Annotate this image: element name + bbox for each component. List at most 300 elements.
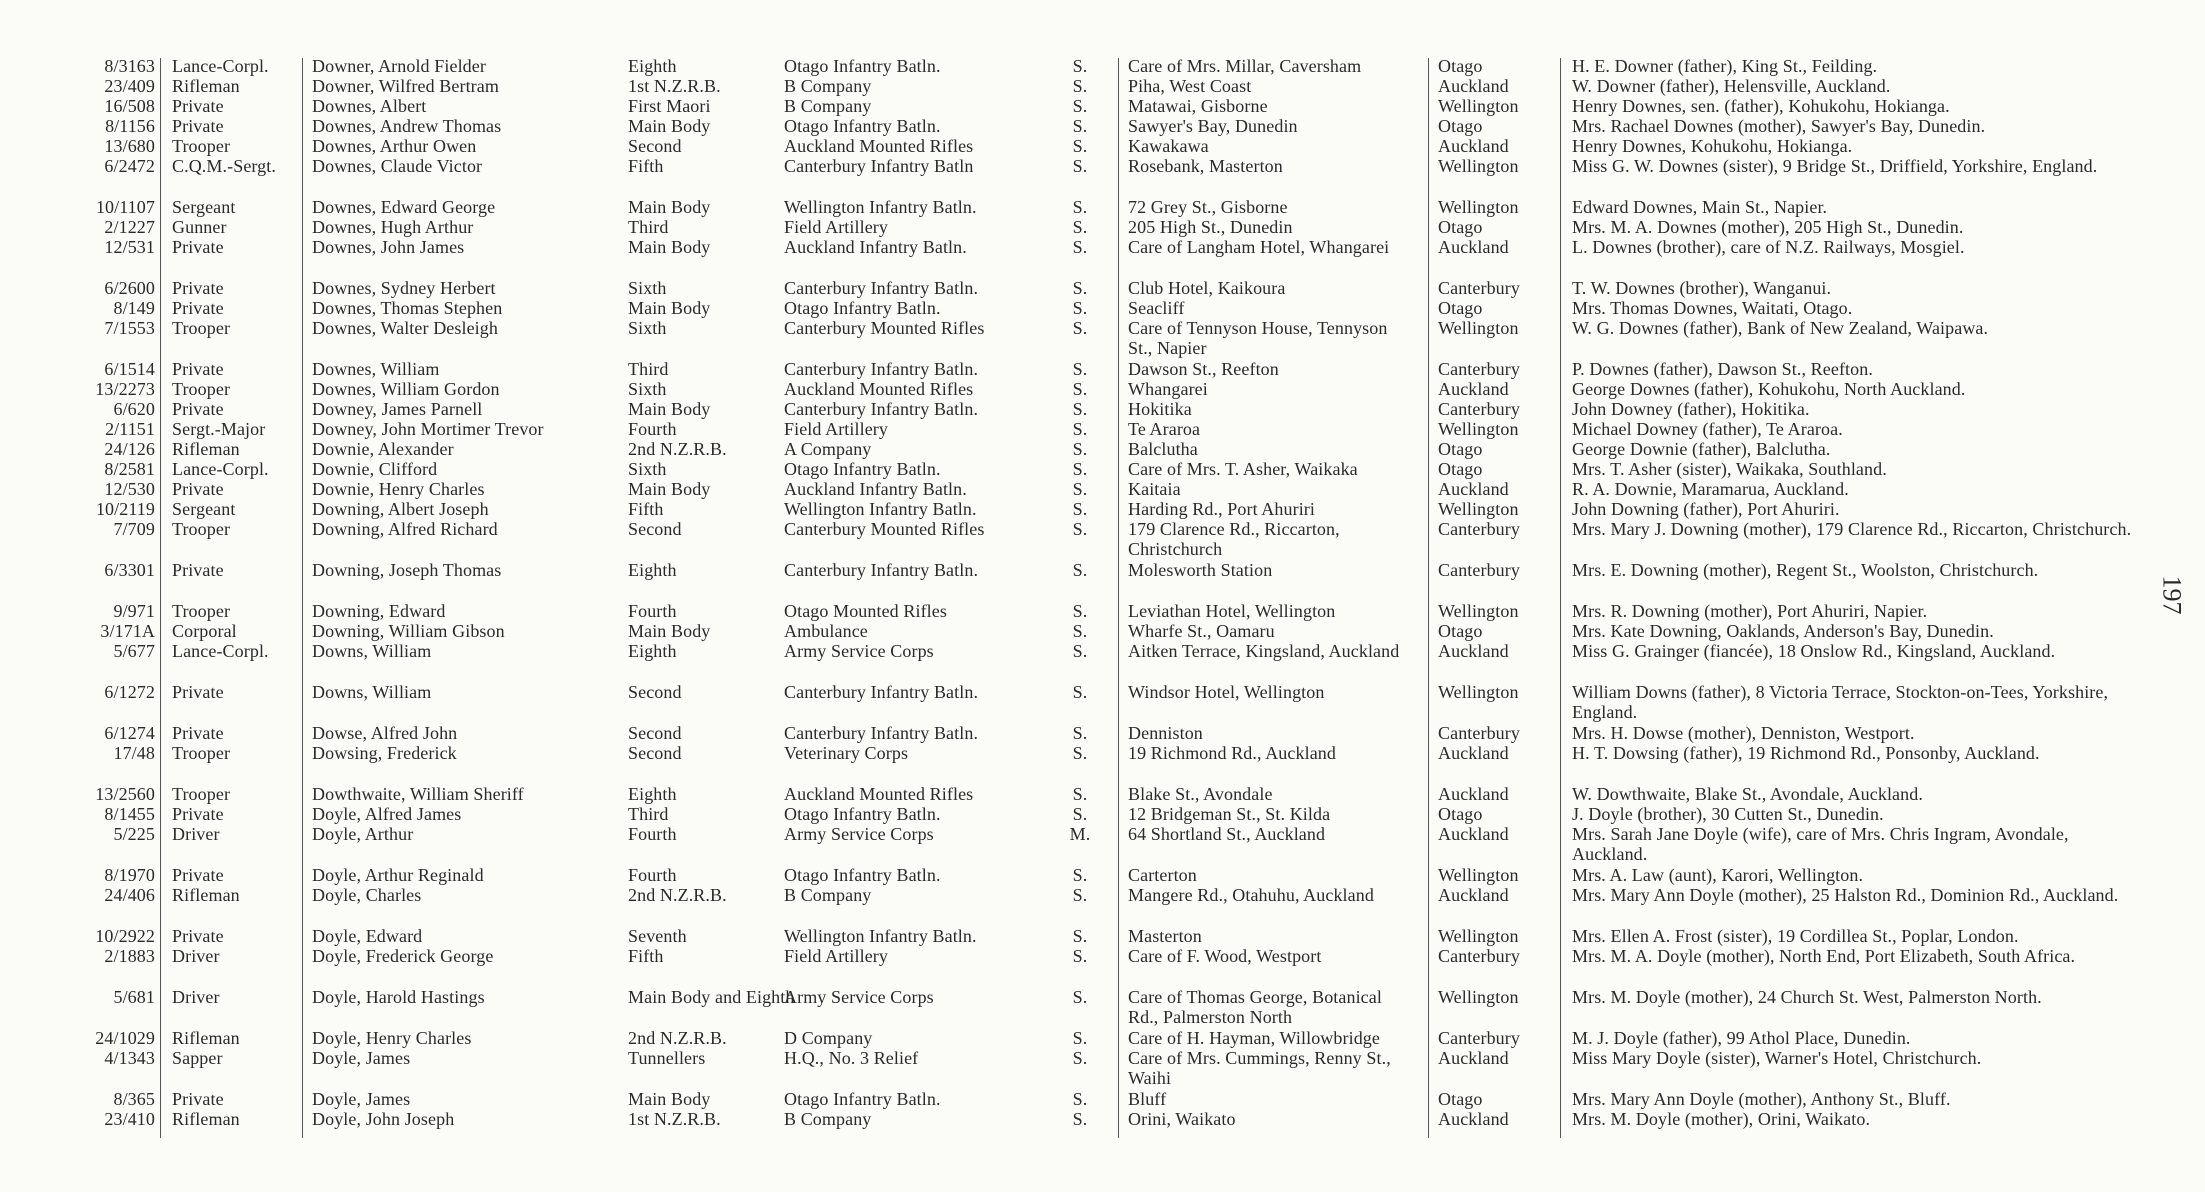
next-of-kin-cell: William Downs (father), 8 Victoria Terrace, Stockton-on-Tees, Yorkshire, England. [1572, 682, 2109, 722]
corps-cell: Wellington Infantry Batln. [784, 197, 977, 217]
address-cell: 179 Clarence Rd., Riccarton, Christchurch [1128, 519, 1340, 559]
soldier-name-cell: Doyle, James [312, 1048, 411, 1068]
soldier-name-cell: Doyle, Edward [312, 926, 423, 946]
table-row [0, 1089, 2205, 1109]
next-of-kin-cell: Mrs. Mary Ann Doyle (mother), Anthony St., Bluff. [1572, 1089, 1951, 1109]
next-of-kin-cell: Mrs. T. Asher (sister), Waikaka, Southland. [1572, 459, 1887, 479]
address-cell: Kawakawa [1128, 136, 1209, 156]
rank-cell: Trooper [172, 318, 231, 338]
unit-cell: Eighth [628, 784, 677, 804]
marital-status-cell: S. [1072, 156, 1088, 176]
service-number-cell: 6/2472 [104, 156, 155, 176]
unit-cell: 1st N.Z.R.B. [628, 76, 721, 96]
unit-cell: Main Body [628, 399, 711, 419]
corps-cell: Ambulance [784, 621, 868, 641]
service-number-cell: 8/365 [113, 1089, 155, 1109]
marital-status-cell: S. [1072, 359, 1088, 379]
marital-status-cell: S. [1072, 641, 1088, 661]
soldier-name-cell: Doyle, Frederick George [312, 946, 494, 966]
marital-status-cell: S. [1072, 987, 1088, 1007]
marital-status-cell: S. [1072, 519, 1088, 539]
page-number: 197 [2157, 575, 2187, 615]
rank-cell: Private [172, 1089, 224, 1109]
soldier-name-cell: Downes, Edward George [312, 197, 496, 217]
corps-cell: Field Artillery [784, 946, 888, 966]
service-number-cell: 10/2922 [95, 926, 155, 946]
province-cell: Auckland [1438, 784, 1509, 804]
table-row [0, 459, 2205, 479]
address-cell: Seacliff [1128, 298, 1185, 318]
rank-cell: Sergeant [172, 499, 236, 519]
corps-cell: Veterinary Corps [784, 743, 909, 763]
service-number-cell: 6/3301 [104, 560, 155, 580]
unit-cell: Main Body [628, 237, 711, 257]
address-cell: Balclutha [1128, 439, 1198, 459]
table-row [0, 318, 2205, 358]
corps-cell: Auckland Mounted Rifles [784, 136, 974, 156]
province-cell: Otago [1438, 459, 1483, 479]
marital-status-cell: S. [1072, 278, 1088, 298]
marital-status-cell: S. [1072, 601, 1088, 621]
province-cell: Auckland [1438, 743, 1509, 763]
service-number-cell: 10/2119 [95, 499, 155, 519]
marital-status-cell: S. [1072, 76, 1088, 96]
table-row [0, 682, 2205, 722]
next-of-kin-cell: George Downie (father), Balclutha. [1572, 439, 1831, 459]
table-row [0, 560, 2205, 580]
service-number-cell: 6/1272 [104, 682, 155, 702]
service-number-cell: 13/2273 [95, 379, 155, 399]
corps-cell: H.Q., No. 3 Relief [784, 1048, 919, 1068]
corps-cell: Canterbury Mounted Rifles [784, 318, 985, 338]
address-cell: Club Hotel, Kaikoura [1128, 278, 1286, 298]
next-of-kin-cell: Miss G. W. Downes (sister), 9 Bridge St., Driffield, Yorkshire, England. [1572, 156, 2098, 176]
province-cell: Auckland [1438, 885, 1509, 905]
corps-cell: Auckland Mounted Rifles [784, 379, 974, 399]
province-cell: Auckland [1438, 76, 1509, 96]
unit-cell: Seventh [628, 926, 687, 946]
rank-cell: Private [172, 723, 224, 743]
rank-cell: Private [172, 278, 224, 298]
next-of-kin-cell: Henry Downes, Kohukohu, Hokianga. [1572, 136, 1853, 156]
unit-cell: Second [628, 723, 682, 743]
address-cell: Hokitika [1128, 399, 1192, 419]
unit-cell: Main Body [628, 1089, 711, 1109]
address-cell: Bluff [1128, 1089, 1167, 1109]
address-cell: 205 High St., Dunedin [1128, 217, 1293, 237]
corps-cell: Otago Infantry Batln. [784, 865, 941, 885]
next-of-kin-cell: W. G. Downes (father), Bank of New Zealand, Waipawa. [1572, 318, 1989, 338]
province-cell: Otago [1438, 298, 1483, 318]
address-cell: Molesworth Station [1128, 560, 1273, 580]
next-of-kin-cell: Mrs. A. Law (aunt), Karori, Wellington. [1572, 865, 1864, 885]
table-row [0, 865, 2205, 885]
unit-cell: Tunnellers [628, 1048, 706, 1068]
service-number-cell: 4/1343 [104, 1048, 155, 1068]
service-number-cell: 12/531 [104, 237, 155, 257]
next-of-kin-cell: Mrs. E. Downing (mother), Regent St., Woolston, Christchurch. [1572, 560, 2039, 580]
service-number-cell: 9/971 [113, 601, 155, 621]
address-cell: Care of Mrs. T. Asher, Waikaka [1128, 459, 1358, 479]
province-cell: Canterbury [1438, 519, 1520, 539]
service-number-cell: 16/508 [104, 96, 155, 116]
province-cell: Otago [1438, 621, 1483, 641]
soldier-name-cell: Downing, William Gibson [312, 621, 505, 641]
soldier-name-cell: Downer, Wilfred Bertram [312, 76, 499, 96]
marital-status-cell: S. [1072, 804, 1088, 824]
unit-cell: Second [628, 682, 682, 702]
marital-status-cell: S. [1072, 136, 1088, 156]
next-of-kin-cell: John Downing (father), Port Ahuriri. [1572, 499, 1840, 519]
rank-cell: Private [172, 399, 224, 419]
marital-status-cell: S. [1072, 926, 1088, 946]
marital-status-cell: S. [1072, 682, 1088, 702]
address-cell: Te Araroa [1128, 419, 1201, 439]
rank-cell: Driver [172, 946, 220, 966]
unit-cell: Main Body [628, 116, 711, 136]
service-number-cell: 7/1553 [104, 318, 155, 338]
unit-cell: Third [628, 359, 669, 379]
province-cell: Auckland [1438, 824, 1509, 844]
unit-cell: Fifth [628, 499, 664, 519]
rank-cell: Sapper [172, 1048, 223, 1068]
province-cell: Canterbury [1438, 399, 1520, 419]
unit-cell: 2nd N.Z.R.B. [628, 439, 727, 459]
table-row [0, 885, 2205, 905]
service-number-cell: 23/410 [104, 1109, 155, 1129]
rank-cell: Rifleman [172, 76, 240, 96]
table-row [0, 987, 2205, 1027]
service-number-cell: 2/1883 [104, 946, 155, 966]
next-of-kin-cell: L. Downes (brother), care of N.Z. Railways, Mosgiel. [1572, 237, 1965, 257]
province-cell: Otago [1438, 56, 1483, 76]
marital-status-cell: M. [1069, 824, 1091, 844]
rank-cell: Private [172, 96, 224, 116]
soldier-name-cell: Doyle, Charles [312, 885, 422, 905]
marital-status-cell: S. [1072, 885, 1088, 905]
service-number-cell: 5/677 [113, 641, 155, 661]
corps-cell: Canterbury Infantry Batln. [784, 560, 979, 580]
table-row [0, 278, 2205, 298]
table-row [0, 1109, 2205, 1129]
corps-cell: Auckland Mounted Rifles [784, 784, 974, 804]
rank-cell: C.Q.M.-Sergt. [172, 156, 276, 176]
unit-cell: 2nd N.Z.R.B. [628, 885, 727, 905]
rank-cell: Private [172, 116, 224, 136]
province-cell: Auckland [1438, 379, 1509, 399]
service-number-cell: 8/3163 [104, 56, 155, 76]
corps-cell: Canterbury Mounted Rifles [784, 519, 985, 539]
soldier-name-cell: Downes, Walter Desleigh [312, 318, 498, 338]
next-of-kin-cell: P. Downes (father), Dawson St., Reefton. [1572, 359, 1873, 379]
unit-cell: Main Body [628, 479, 711, 499]
corps-cell: Otago Infantry Batln. [784, 459, 941, 479]
unit-cell: Fifth [628, 156, 664, 176]
unit-cell: Main Body [628, 197, 711, 217]
province-cell: Wellington [1438, 318, 1519, 338]
next-of-kin-cell: Michael Downey (father), Te Araroa. [1572, 419, 1843, 439]
next-of-kin-cell: Mrs. H. Dowse (mother), Denniston, Westport. [1572, 723, 1915, 743]
corps-cell: Otago Infantry Batln. [784, 804, 941, 824]
soldier-name-cell: Downing, Alfred Richard [312, 519, 498, 539]
corps-cell: A Company [784, 439, 872, 459]
unit-cell: Third [628, 217, 669, 237]
service-number-cell: 24/126 [104, 439, 155, 459]
table-row [0, 499, 2205, 519]
rank-cell: Private [172, 479, 224, 499]
soldier-name-cell: Doyle, Alfred James [312, 804, 462, 824]
corps-cell: B Company [784, 96, 872, 116]
service-number-cell: 6/1514 [104, 359, 155, 379]
table-row [0, 743, 2205, 763]
marital-status-cell: S. [1072, 560, 1088, 580]
address-cell: Masterton [1128, 926, 1202, 946]
rank-cell: Trooper [172, 519, 231, 539]
address-cell: Blake St., Avondale [1128, 784, 1273, 804]
table-row [0, 784, 2205, 804]
next-of-kin-cell: Mrs. M. Doyle (mother), Orini, Waikato. [1572, 1109, 1871, 1129]
unit-cell: Fourth [628, 824, 677, 844]
next-of-kin-cell: George Downes (father), Kohukohu, North Auckland. [1572, 379, 1966, 399]
service-number-cell: 8/2581 [104, 459, 155, 479]
soldier-name-cell: Dowthwaite, William Sheriff [312, 784, 524, 804]
next-of-kin-cell: Mrs. Mary Ann Doyle (mother), 25 Halston Rd., Dominion Rd., Auckland. [1572, 885, 2119, 905]
next-of-kin-cell: Henry Downes, sen. (father), Kohukohu, Hokianga. [1572, 96, 1950, 116]
table-row [0, 116, 2205, 136]
corps-cell: Field Artillery [784, 217, 888, 237]
address-cell: Leviathan Hotel, Wellington [1128, 601, 1336, 621]
table-row [0, 76, 2205, 96]
rank-cell: Sergt.-Major [172, 419, 266, 439]
marital-status-cell: S. [1072, 621, 1088, 641]
service-number-cell: 13/2560 [95, 784, 155, 804]
province-cell: Canterbury [1438, 278, 1520, 298]
soldier-name-cell: Dowsing, Frederick [312, 743, 457, 763]
rank-cell: Trooper [172, 379, 231, 399]
corps-cell: Otago Infantry Batln. [784, 56, 941, 76]
corps-cell: Canterbury Infantry Batln. [784, 723, 979, 743]
address-cell: Care of Thomas George, Botanical Rd., Palmerston North [1128, 987, 1382, 1027]
province-cell: Otago [1438, 116, 1483, 136]
next-of-kin-cell: Miss G. Grainger (fiancée), 18 Onslow Rd., Kingsland, Auckland. [1572, 641, 2056, 661]
table-row [0, 519, 2205, 559]
service-number-cell: 23/409 [104, 76, 155, 96]
unit-cell: First Maori [628, 96, 711, 116]
rank-cell: Driver [172, 824, 220, 844]
table-row [0, 237, 2205, 257]
soldier-name-cell: Doyle, John Joseph [312, 1109, 455, 1129]
rank-cell: Private [172, 298, 224, 318]
address-cell: Care of Mrs. Cummings, Renny St., Waihi [1128, 1048, 1391, 1088]
service-number-cell: 17/48 [113, 743, 155, 763]
rank-cell: Trooper [172, 601, 231, 621]
corps-cell: Field Artillery [784, 419, 888, 439]
rank-cell: Rifleman [172, 1028, 240, 1048]
corps-cell: B Company [784, 885, 872, 905]
unit-cell: Second [628, 519, 682, 539]
unit-cell: Second [628, 136, 682, 156]
address-cell: 19 Richmond Rd., Auckland [1128, 743, 1336, 763]
rank-cell: Trooper [172, 136, 231, 156]
province-cell: Wellington [1438, 682, 1519, 702]
unit-cell: Sixth [628, 318, 667, 338]
rank-cell: Sergeant [172, 197, 236, 217]
marital-status-cell: S. [1072, 318, 1088, 338]
province-cell: Wellington [1438, 926, 1519, 946]
rank-cell: Private [172, 865, 224, 885]
address-cell: Harding Rd., Port Ahuriri [1128, 499, 1315, 519]
soldier-name-cell: Downing, Joseph Thomas [312, 560, 502, 580]
service-number-cell: 5/225 [113, 824, 155, 844]
corps-cell: Canterbury Infantry Batln. [784, 682, 979, 702]
rank-cell: Lance-Corpl. [172, 459, 269, 479]
service-number-cell: 6/1274 [104, 723, 155, 743]
province-cell: Canterbury [1438, 723, 1520, 743]
rank-cell: Rifleman [172, 439, 240, 459]
rank-cell: Private [172, 804, 224, 824]
address-cell: Care of Langham Hotel, Whangarei [1128, 237, 1390, 257]
table-row [0, 621, 2205, 641]
service-number-cell: 6/620 [113, 399, 155, 419]
soldier-name-cell: Doyle, James [312, 1089, 411, 1109]
table-row [0, 298, 2205, 318]
next-of-kin-cell: Mrs. M. Doyle (mother), 24 Church St. West, Palmerston North. [1572, 987, 2042, 1007]
province-cell: Canterbury [1438, 359, 1520, 379]
address-cell: Piha, West Coast [1128, 76, 1252, 96]
service-number-cell: 8/1156 [105, 116, 155, 136]
marital-status-cell: S. [1072, 784, 1088, 804]
next-of-kin-cell: H. E. Downer (father), King St., Feilding. [1572, 56, 1878, 76]
corps-cell: Army Service Corps [784, 641, 934, 661]
soldier-name-cell: Downer, Arnold Fielder [312, 56, 486, 76]
next-of-kin-cell: Mrs. Ellen A. Frost (sister), 19 Cordillea St., Poplar, London. [1572, 926, 2019, 946]
table-row [0, 399, 2205, 419]
unit-cell: Main Body [628, 621, 711, 641]
address-cell: Windsor Hotel, Wellington [1128, 682, 1325, 702]
address-cell: Rosebank, Masterton [1128, 156, 1283, 176]
table-row [0, 926, 2205, 946]
soldier-name-cell: Downes, William Gordon [312, 379, 500, 399]
province-cell: Auckland [1438, 641, 1509, 661]
marital-status-cell: S. [1072, 379, 1088, 399]
table-row [0, 601, 2205, 621]
corps-cell: Canterbury Infantry Batln. [784, 399, 979, 419]
unit-cell: Sixth [628, 278, 667, 298]
table-row [0, 439, 2205, 459]
unit-cell: Fifth [628, 946, 664, 966]
next-of-kin-cell: Edward Downes, Main St., Napier. [1572, 197, 1828, 217]
marital-status-cell: S. [1072, 439, 1088, 459]
table-row [0, 359, 2205, 379]
next-of-kin-cell: J. Doyle (brother), 30 Cutten St., Dunedin. [1572, 804, 1884, 824]
next-of-kin-cell: Mrs. Thomas Downes, Waitati, Otago. [1572, 298, 1853, 318]
province-cell: Otago [1438, 217, 1483, 237]
soldier-name-cell: Doyle, Henry Charles [312, 1028, 472, 1048]
province-cell: Otago [1438, 804, 1483, 824]
soldier-name-cell: Downes, Thomas Stephen [312, 298, 503, 318]
rank-cell: Private [172, 926, 224, 946]
address-cell: Mangere Rd., Otahuhu, Auckland [1128, 885, 1374, 905]
table-row [0, 56, 2205, 76]
soldier-name-cell: Downie, Henry Charles [312, 479, 485, 499]
marital-status-cell: S. [1072, 116, 1088, 136]
table-row [0, 96, 2205, 116]
address-cell: Aitken Terrace, Kingsland, Auckland [1128, 641, 1400, 661]
province-cell: Canterbury [1438, 1028, 1520, 1048]
province-cell: Canterbury [1438, 946, 1520, 966]
rank-cell: Private [172, 359, 224, 379]
table-row [0, 479, 2205, 499]
corps-cell: D Company [784, 1028, 873, 1048]
marital-status-cell: S. [1072, 197, 1088, 217]
soldier-name-cell: Downes, Hugh Arthur [312, 217, 474, 237]
rank-cell: Rifleman [172, 885, 240, 905]
next-of-kin-cell: W. Downer (father), Helensville, Auckland. [1572, 76, 1891, 96]
service-number-cell: 12/530 [104, 479, 155, 499]
address-cell: 64 Shortland St., Auckland [1128, 824, 1326, 844]
marital-status-cell: S. [1072, 217, 1088, 237]
corps-cell: Wellington Infantry Batln. [784, 499, 977, 519]
corps-cell: Canterbury Infantry Batln. [784, 359, 979, 379]
service-number-cell: 10/1107 [95, 197, 155, 217]
next-of-kin-cell: W. Dowthwaite, Blake St., Avondale, Auckland. [1572, 784, 1923, 804]
next-of-kin-cell: M. J. Doyle (father), 99 Athol Place, Dunedin. [1572, 1028, 1911, 1048]
unit-cell: Eighth [628, 641, 677, 661]
rank-cell: Private [172, 682, 224, 702]
rank-cell: Trooper [172, 784, 231, 804]
address-cell: Care of Tennyson House, Tennyson St., Napier [1128, 318, 1388, 358]
next-of-kin-cell: Mrs. R. Downing (mother), Port Ahuriri, Napier. [1572, 601, 1928, 621]
unit-cell: Main Body [628, 298, 711, 318]
address-cell: Whangarei [1128, 379, 1208, 399]
unit-cell: Sixth [628, 379, 667, 399]
corps-cell: Auckland Infantry Batln. [784, 479, 967, 499]
table-row [0, 946, 2205, 966]
address-cell: Sawyer's Bay, Dunedin [1128, 116, 1298, 136]
table-row [0, 136, 2205, 156]
next-of-kin-cell: Mrs. Rachael Downes (mother), Sawyer's Bay, Dunedin. [1572, 116, 1986, 136]
address-cell: Care of F. Wood, Westport [1128, 946, 1322, 966]
marital-status-cell: S. [1072, 419, 1088, 439]
province-cell: Wellington [1438, 419, 1519, 439]
rank-cell: Lance-Corpl. [172, 641, 269, 661]
corps-cell: Army Service Corps [784, 987, 934, 1007]
marital-status-cell: S. [1072, 723, 1088, 743]
soldier-name-cell: Downes, Claude Victor [312, 156, 483, 176]
rank-cell: Gunner [172, 217, 227, 237]
address-cell: Carterton [1128, 865, 1197, 885]
marital-status-cell: S. [1072, 743, 1088, 763]
province-cell: Wellington [1438, 499, 1519, 519]
province-cell: Wellington [1438, 601, 1519, 621]
service-number-cell: 8/1970 [104, 865, 155, 885]
service-number-cell: 24/1029 [95, 1028, 155, 1048]
unit-cell: Eighth [628, 56, 677, 76]
next-of-kin-cell: Mrs. Kate Downing, Oaklands, Anderson's Bay, Dunedin. [1572, 621, 1994, 641]
service-number-cell: 8/1455 [104, 804, 155, 824]
table-row [0, 379, 2205, 399]
address-cell: Care of Mrs. Millar, Caversham [1128, 56, 1362, 76]
soldier-name-cell: Doyle, Arthur Reginald [312, 865, 484, 885]
table-row [0, 1028, 2205, 1048]
rank-cell: Corporal [172, 621, 237, 641]
marital-status-cell: S. [1072, 298, 1088, 318]
marital-status-cell: S. [1072, 479, 1088, 499]
marital-status-cell: S. [1072, 1089, 1088, 1109]
next-of-kin-cell: Mrs. M. A. Doyle (mother), North End, Port Elizabeth, South Africa. [1572, 946, 2076, 966]
marital-status-cell: S. [1072, 459, 1088, 479]
service-number-cell: 5/681 [113, 987, 155, 1007]
